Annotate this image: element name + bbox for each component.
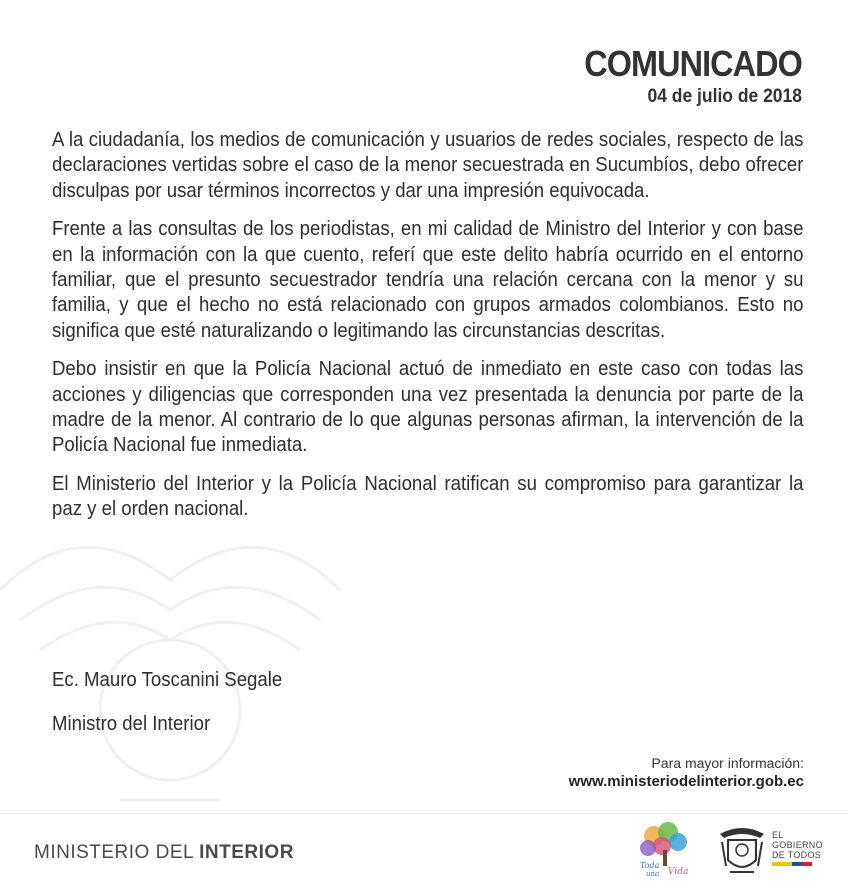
signature-name: Ec. Mauro Toscanini Segale [52, 669, 283, 691]
flag-color-bar [772, 862, 812, 866]
ministry-wordmark-light: MINISTERIO DEL [34, 842, 194, 863]
header [560, 44, 802, 108]
flag-red [802, 862, 812, 866]
toda-una-vida-logo [632, 822, 696, 878]
info-label: Para mayor información: [651, 755, 804, 771]
flag-blue [792, 862, 802, 866]
gov-line-3: DE TODOS [772, 850, 822, 860]
logo-word-3: Vida [668, 867, 689, 877]
paragraph-1: A la ciudadanía, los medios de comunicación y usuarios de redes sociales, respecto de las declaraciones vertidas sobre el caso de la menor secuestrada en Sucumbíos, debo ofrecer disculpas por usar términos incorrectos y dar una impresión equivocada. [52, 129, 804, 202]
gov-line-1: EL [772, 830, 784, 840]
paragraph-2: Frente a las consultas de los periodistas, en mi calidad de Ministro del Interior y con base en la información con la que cuento, referí que este delito habría ocurrido en el entorno familiar, que el presunto secuestrador tendría una relación cercana con la menor y su familia, y que el hecho no está relacionado con grupos armados colombianos. Esto no significa que esté naturalizando o legitimando las circunstancias descritas. [52, 218, 804, 342]
logo-word-1: Toda [640, 861, 660, 870]
ministry-wordmark-strong: INTERIOR [199, 842, 294, 863]
logo-word-2: una [646, 870, 660, 878]
page-title: COMUNICADO [584, 43, 802, 84]
footer-divider [0, 813, 848, 814]
flag-yellow [772, 862, 792, 866]
paragraph-3: Debo insistir en que la Policía Nacional actuó de inmediato en este caso con todas las acciones y diligencias que corresponden una vez presentada la denuncia por parte de la madre de la menor. Al contrario de lo que algunas personas afirman, la intervención de la Policía Nacional fue inmediata. [52, 358, 804, 457]
gov-line-2: GOBIERNO [772, 840, 823, 850]
paragraph-4: El Ministerio del Interior y la Policía Nacional ratifican su compromiso para garantizar la paz y el orden nacional. [52, 472, 804, 521]
ecuador-shield-icon [716, 822, 768, 880]
date: 04 de julio de 2018 [647, 86, 802, 107]
contact-info [569, 754, 804, 792]
signature-title: Ministro del Interior [52, 713, 211, 735]
gobierno-de-todos-text [772, 830, 823, 860]
ministry-wordmark [34, 842, 294, 864]
statement-body [52, 128, 804, 536]
website-link[interactable]: www.ministeriodelinterior.gob.ec [568, 773, 804, 790]
